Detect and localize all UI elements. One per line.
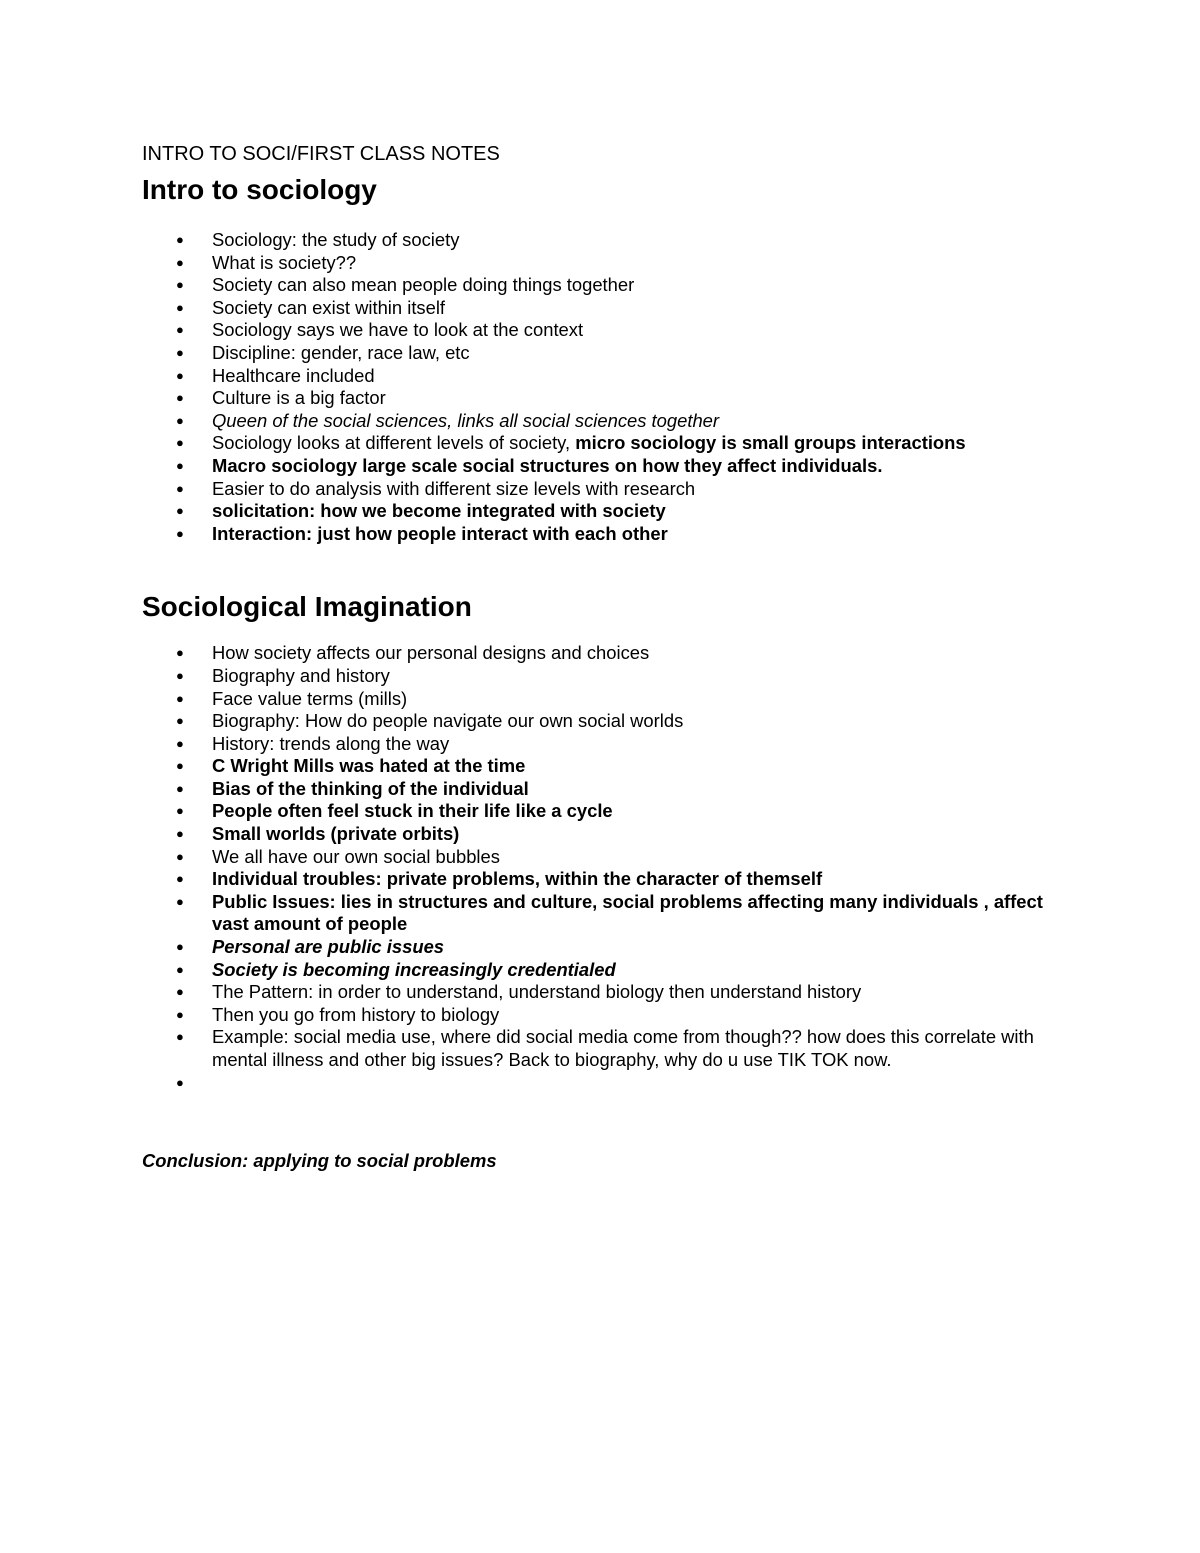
conclusion-line: Conclusion: applying to social problems: [142, 1150, 497, 1172]
list-item-text: Individual troubles: private problems, within the character of themself: [212, 868, 823, 890]
bullet-icon: ●: [176, 893, 184, 909]
imagination-bullet-list: [142, 642, 1062, 1094]
list-item-text: What is society??: [212, 251, 357, 273]
list-item: [142, 688, 1062, 711]
bullet-icon: ●: [176, 826, 184, 842]
bullet-icon: ●: [176, 344, 184, 360]
bullet-icon: ●: [176, 503, 184, 519]
bullet-icon: ●: [176, 645, 184, 661]
list-item: [142, 846, 1062, 869]
bullet-icon: ●: [176, 1074, 184, 1090]
list-item: [142, 455, 1062, 478]
bullet-icon: ●: [176, 322, 184, 338]
list-item: [142, 478, 1062, 501]
bullet-icon: ●: [176, 758, 184, 774]
list-item: [142, 959, 1062, 982]
list-item: [142, 319, 1062, 342]
bullet-icon: ●: [176, 690, 184, 706]
list-item: [142, 755, 1062, 778]
list-item-text: History: trends along the way: [212, 732, 450, 754]
list-item: [142, 891, 1062, 936]
list-item: [142, 1072, 1062, 1095]
bullet-icon: ●: [176, 1006, 184, 1022]
bullet-icon: ●: [176, 780, 184, 796]
list-item-text: We all have our own social bubbles: [212, 845, 500, 867]
bullet-icon: ●: [176, 367, 184, 383]
list-item-text: C Wright Mills was hated at the time: [212, 755, 526, 777]
list-item: [142, 868, 1062, 891]
list-item-text: How society affects our personal designs and choices: [212, 642, 650, 664]
list-item-text: Macro sociology large scale social structures on how they affect individuals.: [212, 454, 883, 476]
list-item: [142, 252, 1062, 275]
list-item-text: Biography: How do people navigate our own social worlds: [212, 710, 684, 732]
list-item: [142, 1004, 1062, 1027]
bullet-icon: ●: [176, 412, 184, 428]
bullet-icon: ●: [176, 232, 184, 247]
bullet-icon: ●: [176, 735, 184, 751]
list-item-text: Interaction: just how people interact with each other: [212, 522, 668, 544]
list-item: [142, 1026, 1062, 1071]
bullet-icon: ●: [176, 667, 184, 683]
list-item: [142, 342, 1062, 365]
list-item-text: solicitation: how we become integrated with society: [212, 500, 666, 522]
intro-bullet-list: [142, 229, 1062, 545]
list-item-bold-text: micro sociology is small groups interactions: [575, 432, 966, 454]
list-item: [142, 710, 1062, 733]
list-item: [142, 229, 1062, 252]
list-item: [142, 981, 1062, 1004]
list-item-text: People often feel stuck in their life like a cycle: [212, 800, 613, 822]
bullet-icon: ●: [176, 435, 184, 451]
list-item: [142, 410, 1062, 433]
list-item: [142, 665, 1062, 688]
list-item: [142, 500, 1062, 523]
list-item-text: Sociology says we have to look at the context: [212, 319, 584, 341]
list-item-text: Then you go from history to biology: [212, 1003, 500, 1025]
list-item: [142, 778, 1062, 801]
list-item-text: Sociology looks at different levels of society,: [212, 432, 576, 454]
list-item-text: Small worlds (private orbits): [212, 823, 460, 845]
list-item: [142, 365, 1062, 388]
bullet-icon: ●: [176, 848, 184, 864]
list-item-text: Society is becoming increasingly credentialed: [212, 958, 616, 980]
list-item: [142, 432, 1062, 455]
list-item-text: Culture is a big factor: [212, 387, 386, 409]
list-item: [142, 800, 1062, 823]
section-heading-intro: Intro to sociology: [142, 174, 377, 205]
list-item-text: Biography and history: [212, 664, 390, 686]
list-item: [142, 523, 1062, 546]
bullet-icon: ●: [176, 803, 184, 819]
list-item-text: Sociology: the study of society: [212, 229, 460, 250]
bullet-icon: ●: [176, 939, 184, 955]
list-item: [142, 297, 1062, 320]
bullet-icon: ●: [176, 871, 184, 887]
list-item-text: Society can also mean people doing things together: [212, 274, 635, 296]
bullet-icon: ●: [176, 390, 184, 406]
bullet-icon: ●: [176, 480, 184, 496]
list-item-text: Bias of the thinking of the individual: [212, 777, 529, 799]
section-heading-imagination: Sociological Imagination: [142, 591, 472, 623]
list-item: [142, 642, 1062, 665]
list-item-text: The Pattern: in order to understand, understand biology then understand history: [212, 981, 862, 1003]
list-item-text: Personal are public issues: [212, 936, 445, 958]
list-item-text: Discipline: gender, race law, etc: [212, 341, 470, 363]
bullet-icon: ●: [176, 713, 184, 729]
document-page: [142, 141, 1062, 1173]
list-item-text: Easier to do analysis with different size levels with research: [212, 477, 696, 499]
bullet-icon: ●: [176, 525, 184, 541]
list-item: [142, 733, 1062, 756]
bullet-icon: ●: [176, 277, 184, 293]
list-item: [142, 274, 1062, 297]
list-item: [142, 936, 1062, 959]
list-item-text: Public Issues: lies in structures and culture, social problems affecting many individuals , affect vast amount of people: [212, 890, 1043, 935]
list-item-text: Queen of the social sciences, links all social sciences together: [212, 409, 720, 431]
bullet-icon: ●: [176, 254, 184, 270]
bullet-icon: ●: [176, 457, 184, 473]
list-item: [142, 387, 1062, 410]
bullet-icon: ●: [176, 299, 184, 315]
list-item-text: Example: social media use, where did social media come from though?? how does this correlate with mental illness and other big issues? Back to biography, why do u use TIK TOK now.: [212, 1026, 1034, 1070]
bullet-icon: ●: [176, 984, 184, 1000]
bullet-icon: ●: [176, 961, 184, 977]
document-title: INTRO TO SOCI/FIRST CLASS NOTES: [142, 143, 500, 165]
list-item-text: Face value terms (mills): [212, 687, 408, 709]
list-item-text: Society can exist within itself: [212, 296, 446, 318]
bullet-icon: ●: [176, 1029, 184, 1045]
list-item: [142, 823, 1062, 846]
list-item-text: Healthcare included: [212, 364, 375, 386]
